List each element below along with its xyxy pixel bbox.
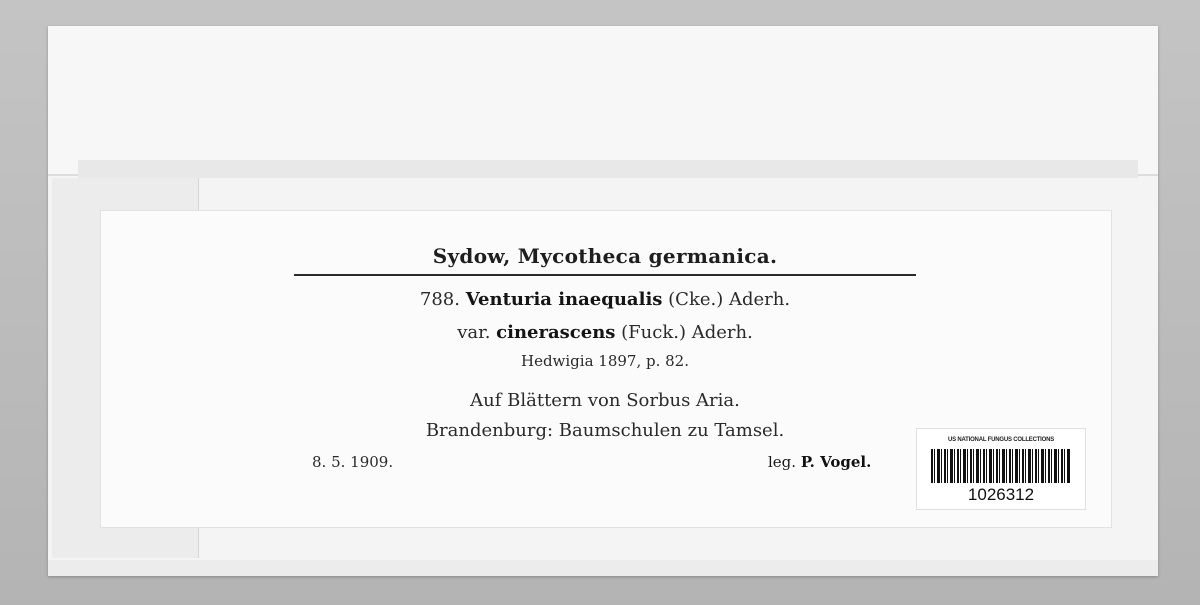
variety-authority: (Fuck.) Aderh. [621,322,753,343]
envelope-bottom-edge [48,560,1158,576]
barcode-bars [931,449,1071,483]
species-line [294,289,916,310]
barcode-label [916,428,1086,510]
variety-line [294,322,916,343]
locality-line: Brandenburg: Baumschulen zu Tamsel. [425,420,785,441]
collector-line [768,453,871,471]
variety-name: cinerascens [496,322,616,343]
species-authority: (Cke.) Aderh. [668,289,791,310]
collector-name: P. Vogel. [800,453,872,471]
species-name: Venturia inaequalis [465,289,663,310]
collection-date: 8. 5. 1909. [312,453,394,471]
reference-line: Hedwigia 1897, p. 82. [520,352,689,370]
barcode-number: 1026312 [967,485,1035,504]
barcode-header: US NATIONAL FUNGUS COLLECTIONS [947,437,1055,443]
label-title: Sydow, Mycotheca germanica. [432,244,778,268]
host-line: Auf Blättern von Sorbus Aria. [470,390,740,411]
specimen-number: 788. [419,289,460,310]
collector-prefix: leg. [768,453,797,471]
variety-prefix: var. [457,322,491,343]
envelope-flap [48,26,1158,176]
flap-fold [78,160,1138,178]
title-rule [294,274,916,276]
